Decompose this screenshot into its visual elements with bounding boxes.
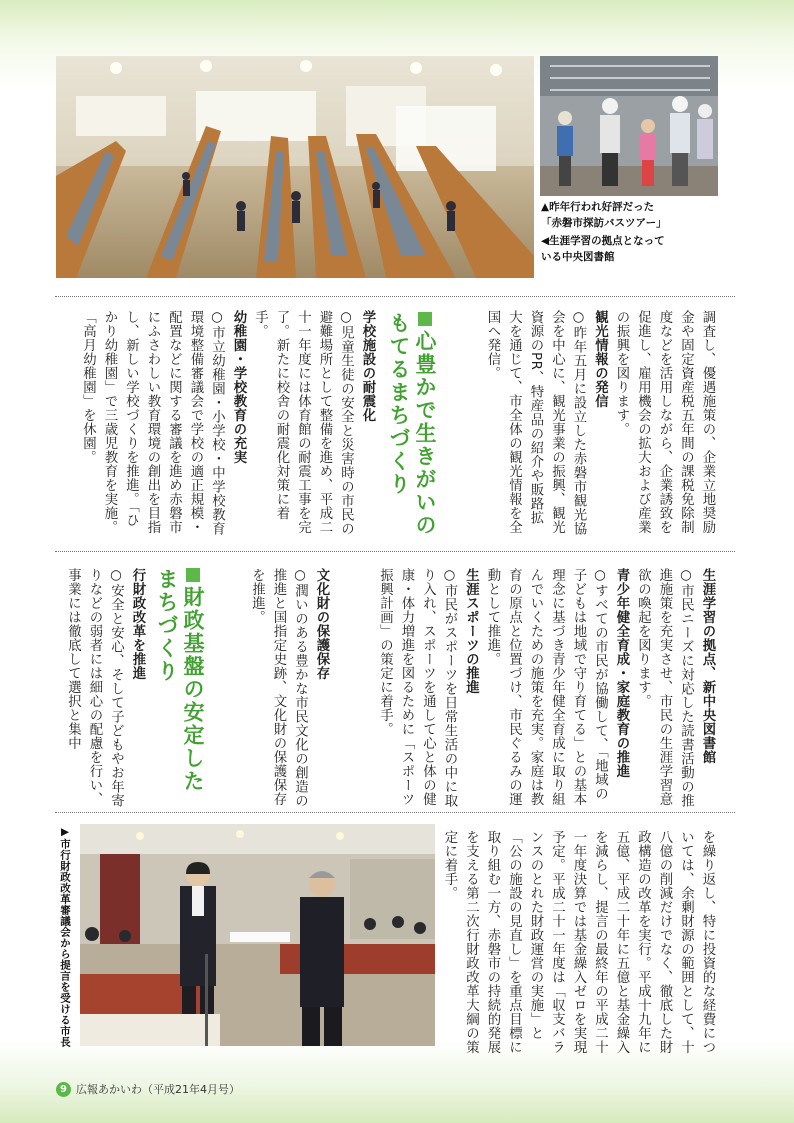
sports-body: ○市民がスポーツを日常生活の中に取り入れ、スポーツを通して心と体の健康・体力増進を図るために「スポーツ振興計画」の策定に着手。 (377, 568, 457, 808)
upper-text-right (478, 310, 718, 538)
divider-bottom (55, 812, 735, 813)
youth-heading: 青少年健全育成・家庭教育の推進 (614, 568, 629, 778)
investment-paragraph: 調査し、優遇施策の、企業立地奨励金や固定資産税五年間の課税免除制度などを活用しながら、企業誘致を促進し、雇用機会の拡大および産業の振興を図ります。 (614, 310, 715, 534)
bus-tour-caption-line2: 「赤磐市探訪バスツアー」 (541, 217, 667, 229)
school-heading: 学校施設の耐震化 (360, 310, 375, 422)
school-body: ○児童生徒の安全と災害時の市民の避難場所として整備を進め、平成二十一年度には体育館の耐震工事を完了。新たに校舎の耐震化対策に着手。 (252, 310, 354, 536)
section-marker-icon (418, 312, 432, 326)
bus-tour-photo (540, 56, 718, 196)
publication-name: 広報あかいわ（平成21年4月号） (76, 1083, 240, 1096)
sports-heading: 生涯スポーツの推進 (463, 568, 479, 694)
tourism-body: ○昨年五月に設立した赤磐市観光協会を中心に、観光事業の振興、観光資源のPR、特産品の紹介や販路拡大を通じて、市全体の観光情報を全国へ発信。 (485, 310, 586, 536)
section-marker-icon (186, 568, 200, 582)
middle-text-culture (222, 568, 332, 808)
admin-heading: 行財政改革を推進 (130, 568, 145, 680)
upper-text-left (56, 310, 378, 538)
culture-body: ○潤いのある豊かな市民文化の創造の推進と国指定史跡、文化財の保護保存を推進。 (249, 568, 308, 808)
kinder-body: ○市立幼稚園・小学校・中学校教育環境整備審議会で学校の適正規模・配置などに関する審議を進め赤磐市にふさわしい教育環境の創出を目指し、新しい学校づくりを推進。「ひかり幼稚園」で三歳児教育を実施。「高月幼稚園」を休園。 (80, 310, 225, 536)
finance-reform-body: を繰り返し、特に投資的な経費については、余剰財源の範囲として、十八億の削減だけでなく、徹底した財政構造の改革を実行。平成十九年に五億、平成二十年に五億と基金繰入を減らし、提言の最終年の平成二十一年度決算では基金繰入ゼロを実現予定。平成二十一年度は「収支バランスのとれた財政運営の実施」と「公の施設の見直し」を重点目標に取り組む一方、赤磐市の持続的発展を支える第二次行財政改革大綱の策定に着手。 (442, 830, 715, 1054)
lifelong-body: ○市民ニーズに対応した読書活動の推進施策を充実させ、市民の生涯学習意欲の喚起を図ります。 (635, 568, 694, 808)
divider-middle (55, 551, 735, 552)
mayor-photo (80, 824, 435, 1046)
section-title-finance-text: 財政基盤の安定したまちづくり (155, 568, 205, 793)
library-caption: ◀生涯学習の拠点となっている中央図書館 (541, 235, 665, 263)
middle-text-right (377, 568, 718, 808)
culture-heading: 文化財の保護保存 (314, 568, 329, 680)
lower-text (442, 830, 718, 1062)
page-number: 9 (56, 1082, 71, 1097)
middle-text-admin (56, 568, 148, 808)
bus-tour-caption (541, 199, 721, 231)
mayor-caption: ▶市行財政改革審議会から提言を受ける市長 (59, 826, 71, 1048)
bus-tour-caption-line1: ▲昨年行われ好評だった (541, 201, 655, 213)
page-footer (56, 1081, 240, 1097)
divider-top (55, 296, 735, 297)
kinder-heading: 幼稚園・学校教育の充実 (231, 310, 246, 464)
youth-body: ○すべての市民が協働して、「地域の子どもは地域で守り育てる」との基本理念に基づき青少年健全育成に取り組んでいくための施策を充実。家庭は教育の原点と位置づけ、市民ぐるみの運動として推進。 (485, 568, 608, 806)
library-photo (56, 56, 534, 278)
section-title-heart (386, 312, 438, 542)
tourism-heading: 観光情報の発信 (592, 310, 608, 408)
admin-body: ○安全と安心、そして子どもやお年寄りなどの弱者には細心の配慮を行い、事業には徹底して選択と集中 (65, 568, 124, 808)
lifelong-heading: 生涯学習の拠点、新中央図書館 (700, 568, 715, 764)
section-title-heart-text: 心豊かで生きがいのもてるまちづくり (387, 312, 437, 537)
section-title-finance (154, 568, 206, 808)
